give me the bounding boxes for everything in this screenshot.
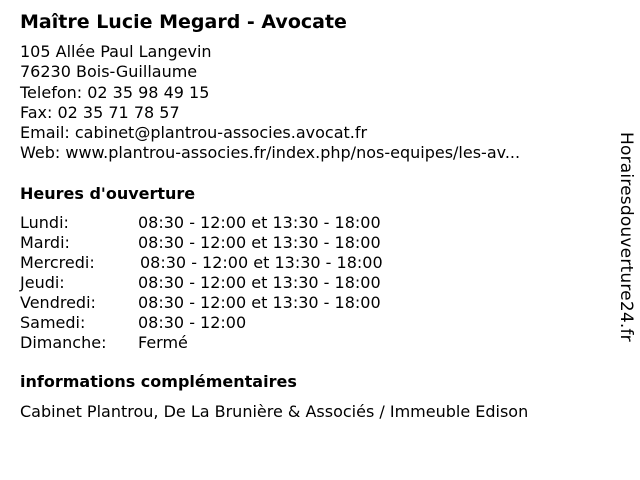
hours-time: 08:30 - 12:00 et 13:30 - 18:00 (138, 232, 381, 252)
opening-hours-table (20, 213, 600, 353)
hours-day: Mercredi: (20, 252, 95, 272)
business-card (20, 10, 600, 422)
hours-day: Vendredi: (20, 292, 96, 312)
website-url: Web: www.plantrou-associes.fr/index.php/nos-equipes/les-av... (20, 143, 521, 163)
additional-info-heading: informations complémentaires (20, 371, 297, 391)
fax-number: Fax: 02 35 71 78 57 (20, 102, 180, 122)
opening-hours-heading: Heures d'ouverture (20, 183, 196, 203)
address-line-1: 105 Allée Paul Langevin (20, 42, 212, 61)
hours-time: 08:30 - 12:00 et 13:30 - 18:00 (138, 212, 381, 232)
address-line-2: 76230 Bois-Guillaume (20, 62, 198, 82)
hours-time: 08:30 - 12:00 et 13:30 - 18:00 (140, 252, 383, 272)
hours-time: 08:30 - 12:00 (138, 312, 247, 332)
hours-day: Lundi: (20, 212, 69, 232)
site-watermark: Horairesdouverture24.fr (616, 132, 636, 342)
hours-row (20, 313, 600, 333)
hours-time: 08:30 - 12:00 et 13:30 - 18:00 (138, 292, 381, 312)
hours-row (20, 253, 600, 273)
hours-row (20, 273, 600, 293)
hours-day: Dimanche: (20, 332, 107, 352)
hours-day: Jeudi: (20, 272, 65, 292)
hours-row (20, 293, 600, 313)
email-address: Email: cabinet@plantrou-associes.avocat.fr (20, 123, 368, 143)
hours-row (20, 333, 600, 353)
business-name: Maître Lucie Megard - Avocate (20, 11, 347, 33)
hours-row (20, 233, 600, 253)
phone-number: Telefon: 02 35 98 49 15 (20, 82, 210, 102)
additional-info-text: Cabinet Plantrou, De La Brunière & Associés / Immeuble Edison (20, 401, 529, 421)
hours-time: Fermé (138, 332, 188, 352)
hours-day: Samedi: (20, 312, 86, 332)
hours-day: Mardi: (20, 232, 70, 252)
hours-time: 08:30 - 12:00 et 13:30 - 18:00 (138, 272, 381, 292)
hours-row (20, 213, 600, 233)
